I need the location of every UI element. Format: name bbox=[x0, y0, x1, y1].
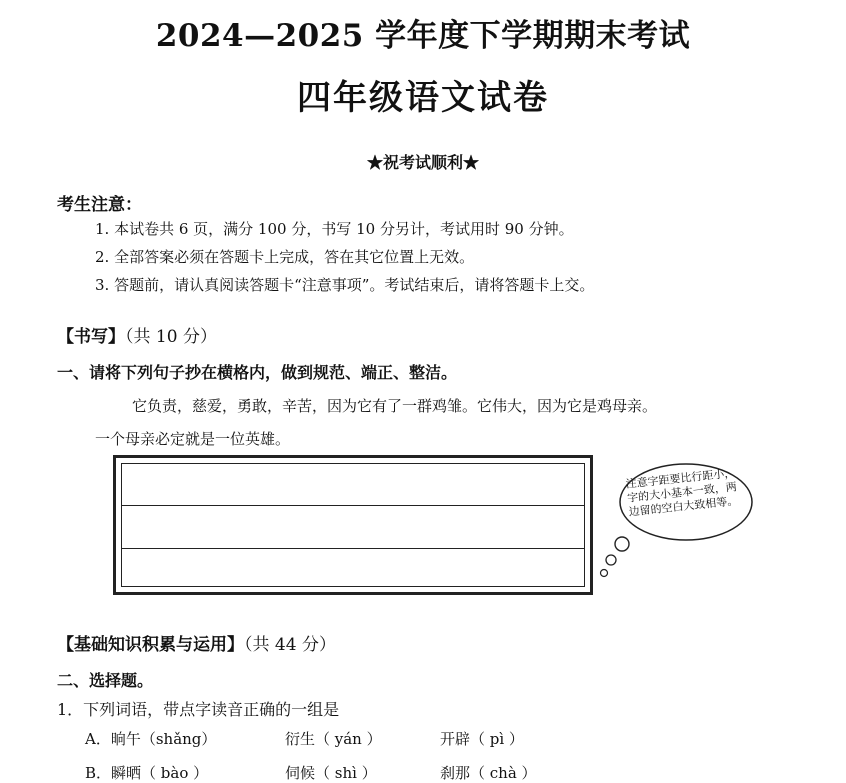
good-luck-banner: ★祝考试顺利★ bbox=[366, 153, 479, 172]
option-b: B．瞬晒（ bào ） bbox=[85, 764, 209, 782]
section-label: 【书写】 bbox=[57, 327, 125, 347]
section-points: （共 44 分） bbox=[244, 635, 336, 655]
writing-section-heading bbox=[57, 322, 217, 347]
section-label: 【基础知识积累与运用】 bbox=[57, 635, 244, 655]
writing-grid[interactable] bbox=[113, 455, 593, 595]
exam-title: 2024—2025 学年度下学期期末考试 bbox=[155, 18, 691, 54]
copy-sentence-line1: 它负责，慈爱，勇敢，辛苦，因为它有了一群鸡雏。它伟大，因为它是鸡母亲。 bbox=[132, 397, 658, 415]
notice-item: 3. 答题前，请认真阅读答题卡“注意事项”。考试结束后，请将答题卡上交。 bbox=[95, 276, 595, 294]
notice-heading: 考生注意： bbox=[57, 195, 142, 215]
option-a-word2: 衍生（ yán ） bbox=[285, 730, 382, 748]
option-a: A．晌午（shǎng） bbox=[85, 730, 217, 748]
ruled-line bbox=[122, 505, 584, 506]
notice-item: 1. 本试卷共 6 页，满分 100 分，书写 10 分另计，考试用时 90 分钟。 bbox=[95, 220, 574, 238]
writing-grid-inner bbox=[121, 463, 585, 587]
basics-section-heading bbox=[57, 630, 336, 655]
part-title: 二、选择题。 bbox=[57, 671, 154, 690]
notice-item: 2. 全部答案必须在答题卡上完成，答在其它位置上无效。 bbox=[95, 248, 475, 266]
option-b-word3: 刹那（ chà ） bbox=[440, 764, 537, 782]
copy-sentence-line2: 一个母亲必定就是一位英雄。 bbox=[95, 430, 291, 448]
section-points: （共 10 分） bbox=[125, 327, 217, 347]
ruled-line bbox=[122, 548, 584, 549]
writing-question: 一、请将下列句子抄在横格内，做到规范、端正、整洁。 bbox=[57, 363, 458, 382]
option-a-word3: 开辟（ pì ） bbox=[440, 730, 524, 748]
writing-tip: 注意字距要比行距小，字的大小基本一致，两边留的空白大致相等。 bbox=[625, 466, 739, 519]
option-b-word2: 伺候（ shì ） bbox=[285, 764, 377, 782]
paper-title: 四年级语文试卷 bbox=[297, 78, 549, 118]
question-1: 1．下列词语，带点字读音正确的一组是 bbox=[57, 700, 340, 719]
